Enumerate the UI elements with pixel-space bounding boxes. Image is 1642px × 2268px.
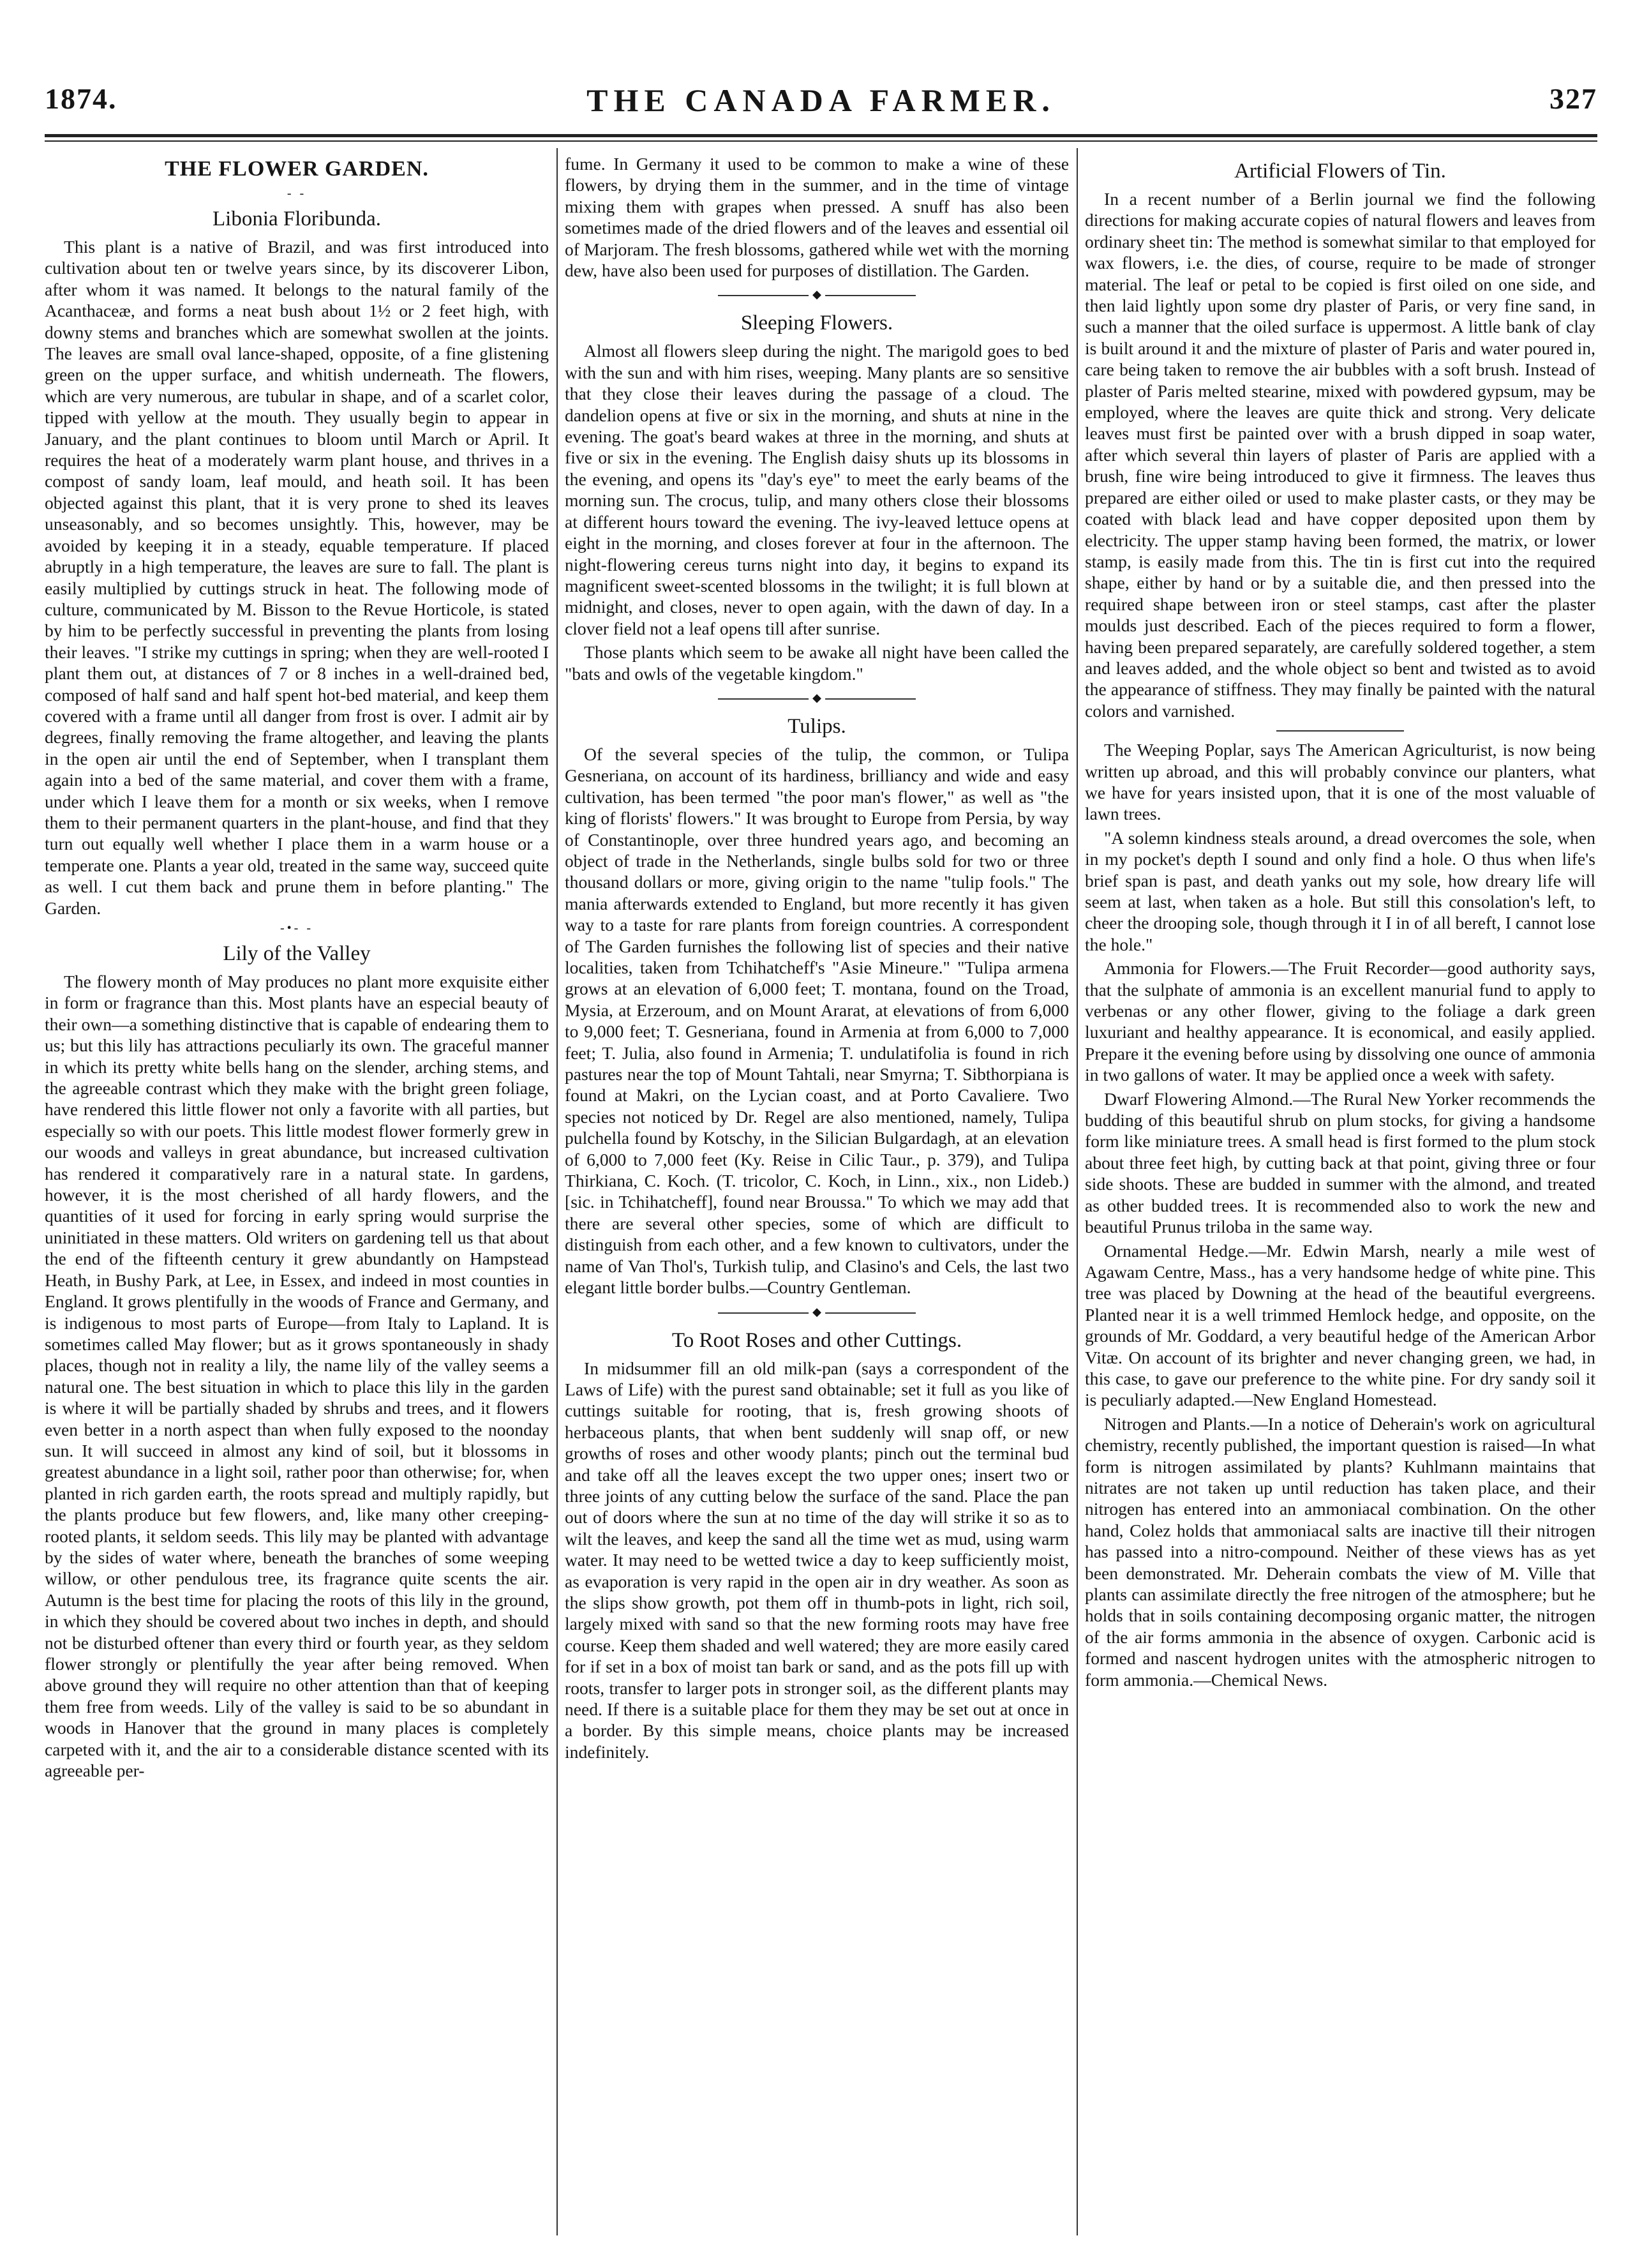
article-title-tulips: Tulips. [787,714,846,738]
short-rule [1085,725,1595,735]
section-title: THE FLOWER GARDEN. [165,157,429,181]
paragraph-ammonia: Ammonia for Flowers.—The Fruit Recorder—good authority says, that the sulphate of ammonia is an excellent manurial fund to apply to verbenas or any other flower, giving to the foliage a dark green luxuriant and healthy appearance. It is economical, and easily applied. Prepare it the evening before using by dissolving one ounce of ammonia in two gallons of water. It may be applied once a week with safety. [1085,958,1595,1085]
header-rule-thin [45,140,1597,142]
column-2 [565,153,1069,2234]
article-title-tin: Artificial Flowers of Tin. [1234,160,1446,183]
masthead-title: THE CANADA FARMER. [586,82,1056,118]
article-body-lily-cont: fume. In Germany it used to be common to make a wine of these flowers, by drying them in the summer, and in the time of vintage mixing them with grapes when pressed. A snuff has also been sometimes made of the dried flowers and of the leaves and essential oil of Marjoram. The fresh blossoms, gathered while wet with the morning dew, have also been used for purposes of distillation. The Garden. [565,154,1069,281]
page-header [45,82,1597,133]
paragraph-nitrogen: Nitrogen and Plants.—In a notice of Deherain's work on agricultural chemistry, recently published, the important question is raised—In what form is nitrogen assimilated by plants? Kuhlmann maintains that nitrates are not taken up until reduction has taken place, and their nitrogen has entered into an ammoniacal combination. On the other hand, Colez holds that ammoniacal salts are inactive till their nitrogen has passed into a nitro-compound. Neither of these views has as yet been demonstrated. Mr. Deherain combats the view of M. Ville that plants can assimilate directly the free nitrogen of the atmosphere; but he holds that in soils containing decomposing organic matter, the nitrogen of the air forms ammonia in the absence of oxygen. Carbonic acid is formed and nascent hydrogen unites with the atmospheric nitrogen to form ammonia.—Chemical News. [1085,1413,1595,1690]
header-year: 1874. [45,82,117,115]
ornament-dash: -•- - [280,921,313,935]
column-3 [1085,153,1595,2234]
article-body-tin: In a recent number of a Berlin journal we find the following directions for making accurate copies of natural flowers and leaves from ordinary sheet tin: The method is somewhat similar to that employed for wax flowers, i.e. the dies, of course, require to be made of stronger material. The leaf or petal to be copied is first oiled on one side, and then laid lightly upon some dry plaster of Paris, or very fine sand, in such a manner that the oiled surface is uppermost. A little bank of clay is built around it and the mixture of plaster of Paris and water poured in, care being taken to remove the air bubbles with a soft brush. Instead of plaster of Paris melted stearine, mixed with powdered gypsum, may be employed, where the leaves are quite thick and strong. Very delicate leaves must first be painted over with a brush dipped in soap water, after which several thin layers of plaster of Paris are applied with a brush, fine wire being introduced to give it firmness. The leaves thus prepared are either oiled or used to make plaster casts, or they may be coated with black lead and have copper deposited upon them by electricity. The upper stamp having been formed, the matrix, or lower stamp, is easily made from this. The tin is first cut into the required shape, either by hand or by a suitable die, and then pressed into the required shape between iron or steel stamps, cast after the plaster moulds just described. Each of the pieces required to form a flower, having been prepared separately, are carefully soldered together, a stem and leaves added, and the whole object so bent and twisted as to avoid the appearance of stiffness. They may finally be painted with the natural colors and varnished. [1085,189,1595,721]
article-body-sleeping-2: Those plants which seem to be awake all night have been called the "bats and owls of the vegetable kingdom." [565,642,1069,684]
article-title-roses: To Root Roses and other Cuttings. [671,1328,962,1352]
section-separator: ◆ [565,689,1069,709]
article-title-lily: Lily of the Valley [223,942,371,965]
article-body-libonia: This plant is a native of Brazil, and was first introduced into cultivation about ten or twelve years since, by its discoverer Libon, after whom it was named. It belongs to the natural family of the Acanthaceæ, and forms a neat bush about 1½ or 2 feet high, with downy stems and branches which are somewhat swollen at the joints. The leaves are small oval lance-shaped, opposite, of a fine glistening green on the upper surface, and whitish underneath. The flowers, which are very numerous, are tubular in shape, and of a scarlet color, tipped with yellow at the mouth. They usually begin to appear in January, and the plant continues to bloom until March or April. It requires the heat of a moderately warm plant house, and thrives in a compost of sandy loam, leaf mould, and heath soil. It has been objected against this plant, that it is very prone to shed its leaves unseasonably, and so becomes unsightly. This, however, may be avoided by keeping it in a steady, equable temperature. If placed abruptly in a high temperature, the leaves are sure to fall. The plant is easily multiplied by cuttings struck in heat. The following mode of culture, communicated by M. Bisson to the Revue Horticole, is stated by him to be perfectly successful in preventing the plants from losing their leaves. "I strike my cuttings in spring; when they are well-rooted I plant them out, at distances of 7 or 8 inches in a well-drained bed, composed of half sand and half spent hot-bed material, and keep them covered with a frame until all danger from frost is over. I admit air by degrees, finally removing the frame altogether, and leaving the plants in the open air until the end of September, when I transplant them again into a bed of the same material, and cover them with a frame, under which I leave them for a month or six weeks, when I remove them to their permanent quarters in the plant-house, and find that they turn out equally well whether I place them in a warm house or a temperate one. Plants a year old, treated in the same way, succeed quite as well. I cut them back and prune them in before planting." The Garden. [45,237,549,918]
article-body-roses: In midsummer fill an old milk-pan (says a correspondent of the Laws of Life) with the purest sand obtainable; set it full as you like of cuttings suitable for rooting, that is, fresh growing shoots of herbaceous plants, that when bent suddenly will snap off, or new growths of roses and other woody plants; pinch out the terminal bud and take off all the leaves except the two upper ones; insert two or three joints of any cutting below the surface of the sand. Place the pan out of doors where the sun at no time of the day will strike it so as to wilt the leaves, and keep the sand all the time wet as mud, using warm water. It may need to be wetted twice a day to keep sufficiently moist, as evaporation is very rapid in the open air in dry weather. As soon as the slips show growth, pot them off in thumb-pots in light, rich soil, largely mixed with sand so that the new forming roots may have free course. Keep them shaded and well watered; they are more easily cared for if set in a box of moist tan bark or sand, and as the pots fill up with roots, transfer to larger pots in stronger soil, as the different plants may need. If there is a suitable place for them they may be set out at once in a border. By this simple means, choice plants may be increased indefinitely. [565,1358,1069,1762]
section-separator: ◆ [565,1303,1069,1323]
article-body-sleeping: Almost all flowers sleep during the night. The marigold goes to bed with the sun and with him rises, weeping. Many plants are so sensitive that they close their leaves during the passage of a cloud. The dandelion opens at five or six in the morning, and shuts at nine in the evening. The goat's beard wakes at three in the morning, and shuts at five or six in the evening. The English daisy shuts up its blossoms in the evening, and opens its "day's eye" to meet the early beams of the morning sun. The crocus, tulip, and many others close their blossoms at different hours toward the evening. The ivy-leaved lettuce opens at eight in the morning, and closes forever at four in the afternoon. The night-flowering cereus turns night into day, it begins to expand its magnificent sweet-scented blossoms in the twilight; it is full blown at midnight, and closes, never to open again, with the dawn of day. In a clover field not a leaf opens till after sunrise. [565,341,1069,638]
paragraph-hedge: Ornamental Hedge.—Mr. Edwin Marsh, nearly a mile west of Agawam Centre, Mass., has a very handsome hedge of white pine. This tree was placed by Downing at the head of the beautiful evergreens. Planted near it is a well trimmed Hemlock hedge, and opposite, on the grounds of Mr. Goddard, a very beautiful hedge of the American Arbor Vitæ. On account of its brighter and never changing green, we had, in this case, to gave our preference to the white pine. For dry sandy soil it is peculiarly adapted.—New England Homestead. [1085,1240,1595,1410]
article-body-lily: The flowery month of May produces no plant more exquisite either in form or fragrance than this. Most plants have an especial beauty of their own—a something distinctive that is capable of endearing them to us; but this lily has attractions peculiarly its own. The graceful manner in which its pretty white bells hang on the slender, arching stems, and the agreeable contrast which they make with the bright green foliage, have rendered this little flower not only a favorite with all parties, but especially so with our poets. This little modest flower formerly grew in our woods and valleys in great abundance, but increased cultivation has rendered it comparatively rare in a natural state. In gardens, however, it is the most cherished of all hardy flowers, and the quantities of it used for forcing in early spring would surprise the uninitiated in these matters. Old writers on gardening tell us that about the end of the fifteenth century it grew abundantly on Hampstead Heath, in Bushy Park, at Lee, in Essex, and indeed in most counties in England. It grows plentifully in the woods of France and Germany, and is indigenous to most parts of Europe—from Italy to Lapland. It is sometimes called May flower; but as it grows spontaneously in shady places, though not in reality a lily, the name lily of the valley seems a natural one. The best situation in which to place this lily in the garden is where it will be partially shaded by shrubs and trees, and it flowers even better in a north aspect than when fully exposed to the noonday sun. It will succeed in almost any kind of soil, but it blossoms in greatest abundance in a light soil, rather poor than otherwise; for, when planted in rich garden earth, the roots spread and multiply rapidly, but the plants produce but few flowers, and, like many other creeping-rooted plants, it seldom seeds. This lily may be planted with advantage by the sides of water where, beneath the branches of some weeping willow, or other pendulous tree, its fragrance quite scents the air. Autumn is the best time for placing the roots of this lily in the ground, in which they should be covered about two inches in depth, and should not be disturbed oftener than every third or fourth year, as they seldom flower strongly or plentifully the year after being removed. When above ground they will require no other attention than that of keeping them free from weeds. Lily of the valley is said to be so abundant in woods in Hanover that the ground in many places is completely carpeted with it, and the air to a considerable distance scented with its agreeable per- [45,972,549,1781]
column-divider [556,148,558,2235]
section-separator: ◆ [565,286,1069,305]
column-1 [45,153,549,2234]
paragraph-weeping-poplar: The Weeping Poplar, says The American Agriculturist, is now being written up abroad, and this will probably convince our planters, what we have for years insisted upon, that it is one of the most valuable of lawn trees. [1085,740,1595,824]
paragraph-poem: "A solemn kindness steals around, a dread overcomes the sole, when in my pocket's depth I sound and only find a hole. O thus when life's brief span is past, and death yanks out my sole, how dreary life will seem at last, when taken as a hole. But still this consolation's left, to cheer the drooping sole, though through it I in of all bereft, I cannot lose the hole." [1085,827,1595,954]
paragraph-almond: Dwarf Flowering Almond.—The Rural New Yorker recommends the budding of this beautiful shrub on plum stocks, for giving a handsome form like miniature trees. A small head is first formed to the plum stock about three feet high, by cutting back at that point, giving three or four side shoots. These are budded in summer with the almond, and treated as other budded trees. It is recommended also to work the new and beautiful Prunus triloba in the same way. [1085,1088,1595,1237]
article-title-sleeping: Sleeping Flowers. [740,312,893,335]
page-number: 327 [1549,82,1597,115]
article-title-libonia: Libonia Floribunda. [213,207,381,230]
header-rule [45,134,1597,137]
ornament-dash: - - [287,186,307,200]
article-body-tulips: Of the several species of the tulip, the common, or Tulipa Gesneriana, on account of its hardiness, brilliancy and wide and easy cultivation, has been termed "the poor man's flower," as well as "the king of florists' flowers." It was brought to Europe from Persia, by way of Constantinople, over three hundred years ago, and becoming an object of trade in the Netherlands, single bulbs sold for two or three thousand dollars or more, giving origin to the name "tulip fools." The mania afterwards extended to England, but more recently it has given way to a taste for rare plants from foreign countries. A correspondent of The Garden furnishes the following list of species and their native localities, taken from Tchihatcheff's "Asie Mineure." "Tulipa armena grows at an elevation of 6,000 feet; T. montana, found on the Troad, Mysia, at Erzeroum, and on Mount Ararat, at elevations of from 6,000 to 9,000 feet; T. Gesneriana, found in Armenia at from 6,000 to 7,000 feet; T. Julia, also found in Armenia; T. undulatifolia is found in rich pastures near the top of Mount Tahtali, near Smyrna; T. Sibthorpiana is found at Makri, on the Lycian coast, and at Porto Cavaliere. Two species not noticed by Dr. Regel are also mentioned, namely, Tulipa pulchella found by Kotschy, in the Silician Bulgardagh, at an elevation of 6,000 to 7,000 feet (Ky. Reise in Cilic Taur., p. 379), and Tulipa Thirkiana, C. Koch. (T. tricolor, C. Koch, in Linn., xix., non Lideb.) [sic. in Tchihatcheff], found near Broussa." To which we may add that there are several other species, some of which are difficult to distinguish from each other, and a few known to cultivators, under the name of Van Thol's, Turkish tulip, and Clasino's and Cels, the last two elegant little border bulbs.—Country Gentleman. [565,744,1069,1298]
column-divider [1077,148,1078,2235]
